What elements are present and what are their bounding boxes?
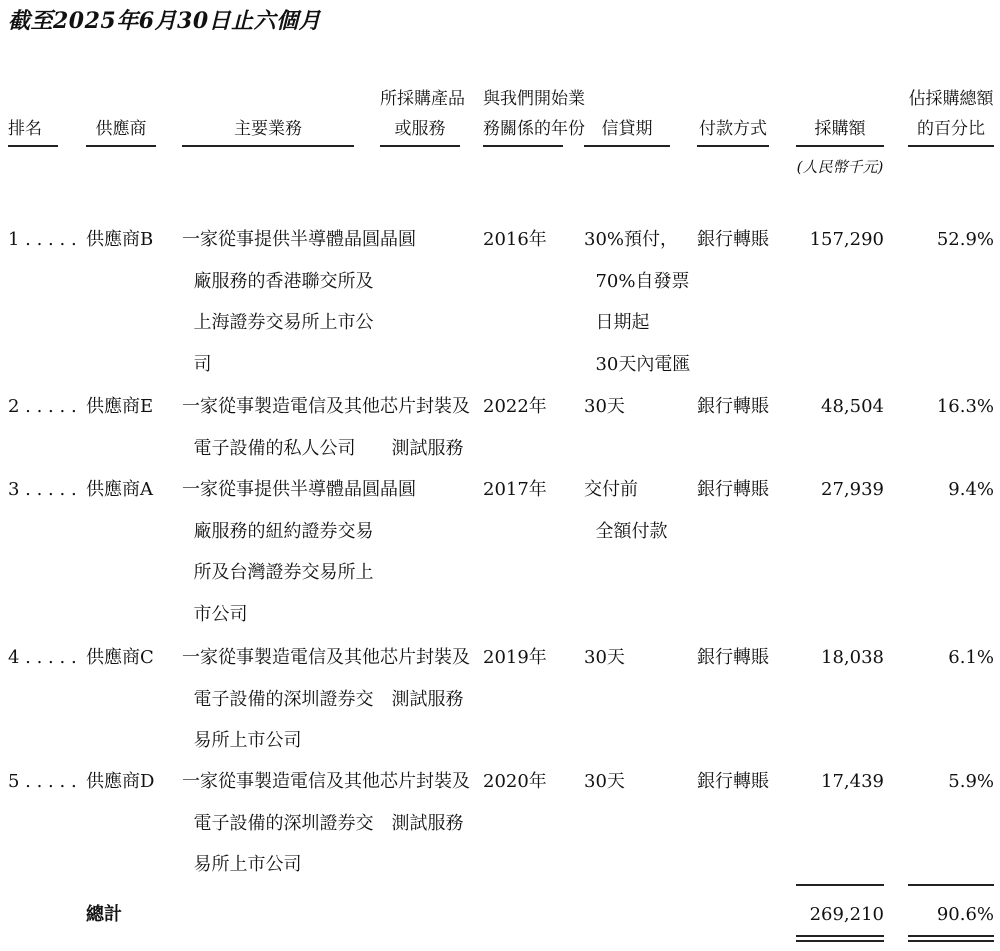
business-line: 上海證券交易所上市公 (182, 312, 374, 333)
rank-cell: 4 . . . . . (8, 647, 77, 668)
header-since-line1: 與我們開始業 (483, 89, 585, 109)
header-rule-payment (697, 145, 769, 147)
business-line: 市公司 (182, 603, 248, 625)
page-title: 截至2025年6月30日止六個月 (8, 8, 322, 34)
pct-cell: 5.9% (948, 771, 994, 792)
header-pct-line1: 佔採購總額 (908, 89, 994, 109)
business-line: 易所上市公司 (182, 854, 302, 875)
credit-line: 30天內電匯 (584, 353, 691, 375)
credit-line: 30天 (584, 647, 625, 668)
payment-cell: 銀行轉賬 (697, 396, 769, 417)
business-line: 一家從事製造電信及其他 (182, 647, 380, 668)
rank-cell: 3 . . . . . (8, 479, 77, 500)
rank-cell: 5 . . . . . (8, 771, 77, 792)
header-payment: 付款方式 (699, 119, 767, 139)
credit-line: 30%預付， (584, 229, 679, 250)
total-double-rule-pct-bottom (908, 940, 994, 942)
payment-cell: 銀行轉賬 (697, 479, 769, 500)
products-line: 晶圓 (380, 479, 416, 500)
business-line: 電子設備的深圳證券交 (182, 812, 374, 834)
supplier-cell: 供應商E (86, 396, 154, 417)
header-rule-products (380, 145, 460, 147)
rank-cell: 2 . . . . . (8, 396, 77, 417)
business-line: 司 (182, 353, 212, 375)
total-rule-pct (908, 884, 994, 886)
amount-cell: 18,038 (821, 647, 884, 668)
business-line: 一家從事提供半導體晶圓 (182, 229, 380, 250)
payment-cell: 銀行轉賬 (697, 771, 769, 792)
business-line: 一家從事製造電信及其他 (182, 396, 380, 417)
since-cell: 2016年 (483, 229, 547, 250)
total-pct: 90.6% (936, 904, 994, 925)
total-double-rule-pct-top (908, 935, 994, 937)
payment-cell: 銀行轉賬 (697, 229, 769, 250)
business-line: 一家從事提供半導體晶圓 (182, 479, 380, 500)
header-supplier: 供應商 (95, 119, 147, 139)
header-business: 主要業務 (234, 119, 302, 139)
amount-cell: 48,504 (821, 396, 884, 417)
credit-line: 日期起 (584, 312, 650, 333)
business-line: 廠服務的紐約證券交易 (182, 520, 374, 542)
total-double-rule-amount-bottom (796, 940, 884, 942)
credit-line: 30天 (584, 771, 625, 792)
header-rule-rank (8, 145, 58, 147)
credit-line: 70%自發票 (584, 270, 690, 292)
supplier-cell: 供應商A (86, 479, 153, 500)
pct-cell: 6.1% (948, 647, 994, 668)
amount-cell: 157,290 (809, 229, 884, 250)
supplier-cell: 供應商C (86, 647, 154, 668)
header-products-line2: 或服務 (394, 119, 446, 139)
business-line: 易所上市公司 (182, 730, 302, 751)
header-pct-line2: 的百分比 (917, 119, 985, 139)
since-cell: 2020年 (483, 771, 547, 792)
products-line: 芯片封裝及 (380, 396, 470, 417)
products-line: 測試服務 (380, 812, 464, 834)
since-cell: 2019年 (483, 647, 547, 668)
amount-unit: (人民幣千元) (796, 158, 884, 176)
header-rule-credit (584, 145, 670, 147)
header-credit: 信貸期 (601, 119, 653, 139)
credit-line: 交付前 (584, 479, 638, 500)
header-rule-amount (796, 145, 884, 147)
products-line: 測試服務 (380, 688, 464, 710)
amount-cell: 27,939 (821, 479, 884, 500)
header-rule-pct (908, 145, 994, 147)
pct-cell: 52.9% (936, 229, 994, 250)
business-line: 電子設備的私人公司 (182, 437, 356, 459)
business-line: 一家從事製造電信及其他 (182, 771, 380, 792)
rank-cell: 1 . . . . . (8, 229, 77, 250)
header-rule-business (182, 145, 354, 147)
supplier-cell: 供應商B (86, 229, 154, 250)
header-rule-supplier (86, 145, 156, 147)
since-cell: 2022年 (483, 396, 547, 417)
pct-cell: 16.3% (936, 396, 994, 417)
header-since-line2: 務關係的年份 (483, 119, 585, 139)
products-line: 芯片封裝及 (380, 647, 470, 668)
header-products-line1: 所採購產品 (380, 89, 465, 109)
pct-cell: 9.4% (948, 479, 994, 500)
business-line: 電子設備的深圳證券交 (182, 688, 374, 710)
header-amount: 採購額 (814, 119, 866, 139)
products-line: 芯片封裝及 (380, 771, 470, 792)
products-line: 晶圓 (380, 229, 416, 250)
since-cell: 2017年 (483, 479, 547, 500)
header-rule-since (483, 145, 563, 147)
supplier-cell: 供應商D (86, 771, 155, 792)
total-double-rule-amount-top (796, 935, 884, 937)
amount-cell: 17,439 (821, 771, 884, 792)
products-line: 測試服務 (380, 437, 464, 459)
credit-line: 全額付款 (584, 520, 668, 542)
header-rank: 排名 (8, 119, 42, 139)
total-amount: 269,210 (809, 904, 884, 925)
total-rule-amount (796, 884, 884, 886)
payment-cell: 銀行轉賬 (697, 647, 769, 668)
business-line: 廠服務的香港聯交所及 (182, 270, 374, 292)
credit-line: 30天 (584, 396, 625, 417)
total-label: 總計 (86, 904, 122, 925)
business-line: 所及台灣證券交易所上 (182, 562, 374, 583)
